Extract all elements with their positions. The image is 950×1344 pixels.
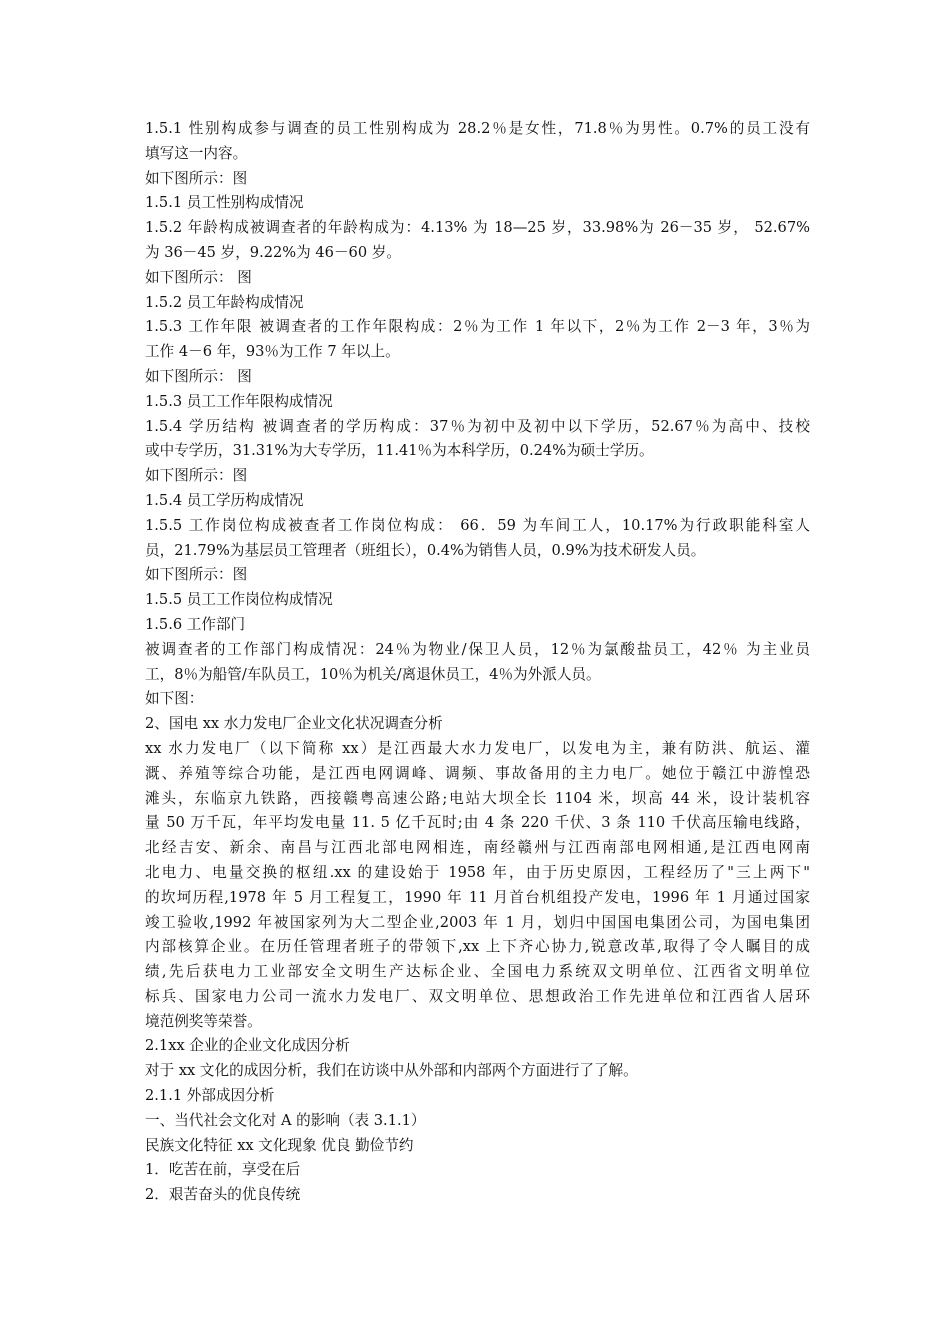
text-line: 民族文化特征 xx 文化现象 优良 勤俭节约	[145, 1136, 414, 1154]
text-line: 工作 4－6 年，93％为工作 7 年以上。	[145, 343, 400, 361]
text-line: 1.5.5 工作岗位构成被查者工作岗位构成： 66．59 为车间工人，10.17%为行政职能科室人	[145, 516, 810, 534]
text-line: 1.5.3 工作年限 被调查者的工作年限构成：2％为工作 1 年以下，2％为工作 2－3 年，3％为	[145, 318, 810, 336]
text-line: 溉、养殖等综合功能，是江西电网调峰、调频、事故备用的主力电厂。她位于赣江中游惶恐	[145, 764, 810, 782]
text-line: 绩,先后获电力工业部安全文明生产达标企业、全国电力系统双文明单位、江西省文明单位	[145, 963, 810, 981]
text-line: 如下图所示：图	[145, 467, 248, 485]
text-line: 内部核算企业。在历任管理者班子的带领下,xx 上下齐心协力,锐意改革,取得了令人瞩目的成	[145, 938, 810, 956]
text-line: 1.5.4 学历结构 被调查者的学历构成：37％为初中及初中以下学历，52.67％为高中、技校	[145, 417, 810, 435]
document-body	[145, 117, 810, 1208]
text-line: 被调查者的工作部门构成情况：24％为物业/保卫人员，12％为氯酸盐员工，42％ 为主业员	[145, 640, 810, 658]
text-line: 为 36－45 岁，9.22%为 46－60 岁。	[145, 243, 401, 261]
text-line: 2、国电 xx 水力发电厂企业文化状况调查分析	[145, 715, 443, 733]
text-line: 或中专学历，31.31%为大专学历，11.41％为本科学历，0.24%为硕士学历。	[145, 442, 654, 460]
text-line: xx 水力发电厂（以下简称 xx）是江西最大水力发电厂，以发电为主，兼有防洪、航运、灌	[145, 739, 810, 757]
text-line: 如下图所示： 图	[145, 268, 252, 286]
text-line: 量 50 万千瓦，年平均发电量 11. 5 亿千瓦时;由 4 条 220 千伏、3 条 110 千伏高压输电线路，	[145, 814, 810, 832]
text-line: 如下图所示：图	[145, 169, 248, 187]
text-line: 滩头，东临京九铁路，西接赣粤高速公路;电站大坝全长 1104 米，坝高 44 米，设计装机容	[145, 789, 810, 807]
text-line: 2.1.1 外部成因分析	[145, 1087, 275, 1105]
text-line: 对于 xx 文化的成因分析，我们在访谈中从外部和内部两个方面进行了了解。	[145, 1062, 638, 1080]
text-line: 1.5.5 员工工作岗位构成情况	[145, 591, 333, 609]
text-line: 2．艰苦奋头的优良传统	[145, 1186, 301, 1204]
text-line: 的坎坷历程,1978 年 5 月工程复工，1990 年 11 月首台机组投产发电，1996 年 1 月通过国家	[145, 888, 810, 906]
text-line: 1.5.3 员工工作年限构成情况	[145, 392, 333, 410]
text-line: 工，8％为船管/车队员工，10％为机关/离退休员工，4％为外派人员。	[145, 665, 601, 683]
text-line: 北电力、电量交换的枢纽.xx 的建设始于 1958 年，由于历史原因，工程经历了"三上两下"	[145, 863, 810, 881]
text-line: 如下图：	[145, 690, 204, 708]
text-line: 标兵、国家电力公司一流水力发电厂、双文明单位、思想政治工作先进单位和江西省人居环	[145, 987, 810, 1005]
text-line: 1.5.4 员工学历构成情况	[145, 491, 304, 509]
text-line: 1.5.2 年龄构成被调查者的年龄构成为：4.13% 为 18—25 岁，33.98%为 26－35 岁， 52.67%	[145, 219, 810, 237]
text-line: 1.5.2 员工年龄构成情况	[145, 293, 304, 311]
text-line: 北经吉安、新余、南昌与江西北部电网相连，南经赣州与江西南部电网相通,是江西电网南	[145, 839, 810, 857]
text-line: 竣工验收,1992 年被国家列为大二型企业,2003 年 1 月，划归中国国电集团公司，为国电集团	[145, 913, 810, 931]
text-line: 1.5.6 工作部门	[145, 615, 246, 633]
text-line: 一、当代社会文化对 A 的影响（表 3.1.1）	[145, 1111, 426, 1129]
text-line: 境范例奖等荣誉。	[145, 1012, 262, 1030]
text-line: 2.1xx 企业的企业文化成因分析	[145, 1037, 350, 1055]
text-line: 如下图所示：图	[145, 566, 248, 584]
text-line: 如下图所示： 图	[145, 367, 252, 385]
text-line: 1.5.1 性别构成参与调查的员工性别构成为 28.2％是女性，71.8％为男性。0.7%的员工没有	[145, 120, 810, 137]
text-line: 1.5.1 员工性别构成情况	[145, 194, 304, 212]
text-line: 员，21.79%为基层员工管理者（班组长），0.4%为销售人员，0.9%为技术研发人员。	[145, 541, 706, 559]
text-line: 1．吃苦在前，享受在后	[145, 1161, 301, 1179]
text-line: 填写这一内容。	[145, 144, 248, 162]
